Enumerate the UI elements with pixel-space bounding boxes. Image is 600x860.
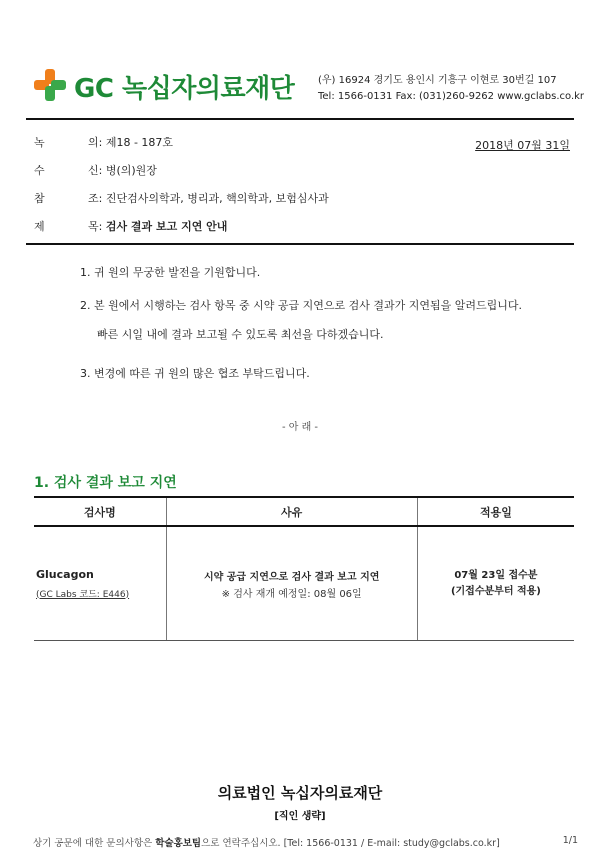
subject-key: 제 [34, 220, 45, 233]
subject-value: 검사 결과 보고 지연 안내 [105, 220, 228, 233]
test-name: Glucagon [36, 567, 94, 581]
subject-prefix: 목: [88, 220, 106, 233]
header-address-block [318, 73, 584, 105]
footer-contact-dept: 학술홍보팀 [155, 838, 202, 849]
organization-logo-text [74, 68, 294, 105]
test-code: (GC Labs 코드: E446) [36, 589, 130, 600]
delay-table [34, 496, 574, 641]
subject-row [34, 218, 227, 234]
page-number: 1/1 [562, 835, 578, 846]
reference-key: 참 [34, 192, 45, 205]
column-header-test-name: 검사명 [34, 497, 166, 526]
paragraph-3: 3. 변경에 따른 귀 원의 많은 협조 부탁드립니다. [80, 367, 310, 380]
doc-number-value: 의: 제18 - 187호 [88, 136, 174, 149]
table-row [34, 526, 574, 641]
gc-cross-logo-icon [32, 67, 68, 103]
table-header-row [34, 497, 574, 526]
doc-number-key: 녹 [34, 136, 45, 149]
reason-sub: ※ 검사 재개 예정일: 08월 06일 [221, 588, 362, 600]
contact-line: Tel: 1566-0131 Fax: (031)260-9262 www.gclabs.co.kr [318, 91, 585, 102]
paragraph-2-continued: 빠른 시일 내에 결과 보고될 수 있도록 최선을 다하겠습니다. [97, 328, 384, 341]
footer-contact-suffix: 으로 연락주십시오. [Tel: 1566-0131 / E-mail: study@gclabs.co.kr] [201, 838, 500, 849]
notice-heading: - 아 래 - [281, 422, 319, 433]
footer-organization: 의료법인 녹십자의료재단 [217, 784, 383, 802]
reason-cell [166, 526, 417, 641]
paragraph-2: 2. 본 원에서 시행하는 검사 항목 중 시약 공급 지연으로 검사 결과가 지연됨을 알려드립니다. [80, 299, 522, 312]
apply-main: 07월 23일 접수분 [454, 569, 538, 581]
recipient-row [34, 162, 157, 178]
column-header-reason: 사유 [166, 497, 417, 526]
header-divider [26, 118, 574, 120]
reason-main: 시약 공급 지연으로 검사 결과 보고 지연 [203, 571, 380, 583]
reference-row [34, 190, 329, 206]
apply-date-cell [417, 526, 574, 641]
document-date: 2018년 07월 31일 [475, 139, 570, 152]
paragraph-1: 1. 귀 원의 무궁한 발전을 기원합니다. [80, 266, 261, 279]
logo-latin: GC [74, 74, 114, 104]
column-header-apply-date: 적용일 [417, 497, 574, 526]
address-line: (우) 16924 경기도 용인시 기흥구 이현로 30번길 107 [318, 75, 557, 86]
seal-omitted-note: [직인 생략] [274, 811, 326, 822]
apply-sub: (기접수분부터 적용) [450, 585, 541, 597]
logo-korean: 녹십자의료재단 [121, 74, 295, 104]
section-title: 1. 검사 결과 보고 지연 [34, 475, 177, 491]
doc-number-row [34, 134, 173, 150]
footer-contact [33, 835, 500, 849]
recipient-key: 수 [34, 164, 45, 177]
meta-divider [26, 243, 574, 245]
reference-value: 조: 진단검사의학과, 병리과, 핵의학과, 보험심사과 [88, 192, 329, 205]
footer-contact-prefix: 상기 공문에 대한 문의사항은 [33, 838, 156, 849]
recipient-value: 신: 병(의)원장 [88, 164, 157, 177]
test-name-cell [34, 526, 166, 641]
